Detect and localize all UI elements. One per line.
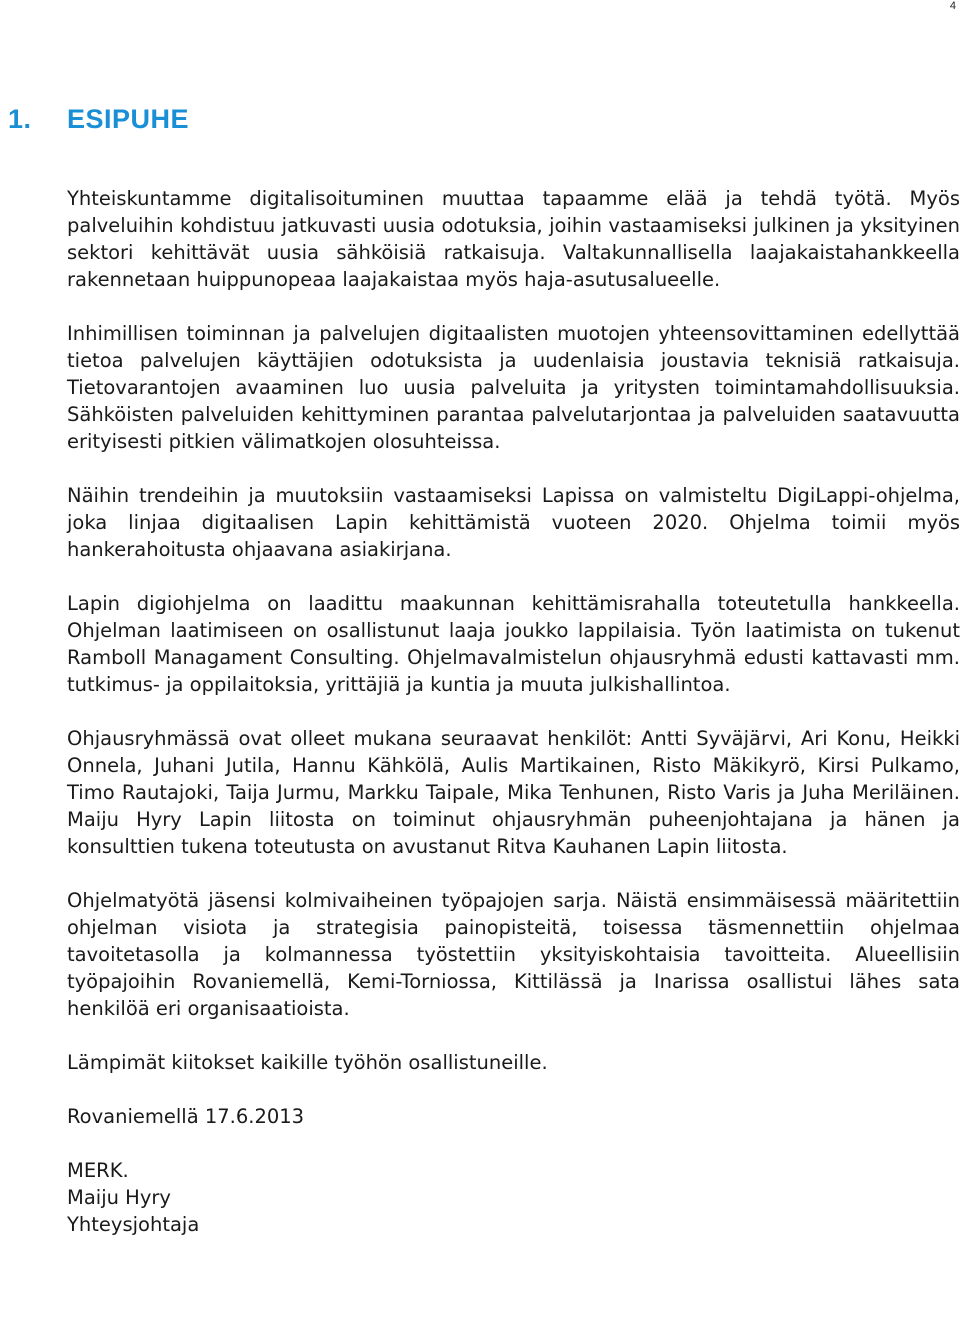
section-number: 1. [8, 104, 32, 134]
signature-abbreviation: MERK. [67, 1159, 129, 1182]
paragraph-digilappi: Näihin trendeihin ja muutoksiin vastaamiseksi Lapissa on valmisteltu DigiLappi-ohjelma, joka linjaa digitaalisen Lapin kehittämistä vuoteen 2020. Ohjelma toimii myös hankerahoitusta ohjaavana asiakirjana. [67, 484, 960, 561]
document-body [67, 185, 960, 1238]
section-title: ESIPUHE [67, 104, 190, 134]
section-heading [8, 104, 189, 135]
paragraph-funding: Lapin digiohjelma on laadittu maakunnan kehittämisrahalla toteutetulla hankkeella. Ohjelman laatimiseen on osallistunut laaja joukko lappilaisia. Työn laatimista on tukenut Ramboll Managament Consulting. Ohjelmavalmistelun ohjausryhmä edusti kattavasti mm. tutkimus- ja oppilaitoksia, yrittäjiä ja kuntia ja muuta julkishallintoa. [67, 592, 960, 696]
page-number: 4 [949, 0, 956, 12]
paragraph-services: Inhimillisen toiminnan ja palvelujen digitaalisten muotojen yhteensovittaminen edellyttää tietoa palvelujen käyttäjien odotuksista ja uudenlaisia joustavia teknisiä ratkaisuja. Tietovarantojen avaaminen luo uusia palveluita ja yritysten toimintamahdollisuuksia. Sähköisten palveluiden kehittyminen parantaa palvelutarjontaa ja palveluiden saatavuutta erityisesti pitkien välimatkojen olosuhteissa. [67, 322, 960, 453]
paragraph-digitalisation: Yhteiskuntamme digitalisoituminen muuttaa tapaamme elää ja tehdä työtä. Myös palveluihin kohdistuu jatkuvasti uusia odotuksia, joihin vastaamiseksi julkinen ja yksityinen sektori kehittävät uusia sähköisiä ratkaisuja. Valtakunnallisella laajakaistahankkeella rakennetaan huippunopeaa laajakaistaa myös haja-asutusalueelle. [67, 187, 960, 291]
paragraph-workshops: Ohjelmatyötä jäsensi kolmivaiheinen työpajojen sarja. Näistä ensimmäisessä määritettiin ohjelman visiota ja strategisia painopisteitä, toisessa täsmennettiin ohjelmaa tavoitetasolla ja kolmannessa työstettiin yksityiskohtaisia tavoitteita. Alueellisiin työpajoihin Rovaniemellä, Kemi-Torniossa, Kittilässä ja Inarissa osallistui lähes sata henkilöä eri organisaatioista. [67, 889, 960, 1020]
signature-role: Yhteysjohtaja [67, 1213, 200, 1236]
signature-name: Maiju Hyry [67, 1186, 171, 1209]
paragraph-thanks: Lämpimät kiitokset kaikille työhön osallistuneille. [67, 1051, 548, 1074]
signature-block [67, 1157, 960, 1238]
place-date: Rovaniemellä 17.6.2013 [67, 1105, 305, 1128]
paragraph-steering-group: Ohjausryhmässä ovat olleet mukana seuraavat henkilöt: Antti Syväjärvi, Ari Konu, Heikki Onnela, Juhani Jutila, Hannu Kähkölä, Aulis Martikainen, Risto Mäkikyrö, Kirsi Pulkamo, Timo Rautajoki, Taija Jurmu, Markku Taipale, Mika Tenhunen, Risto Varis ja Juha Meriläinen. Maiju Hyry Lapin liitosta on toiminut ohjausryhmän puheenjohtajana ja hänen ja konsulttien tukena toteutusta on avustanut Ritva Kauhanen Lapin liitosta. [67, 727, 960, 858]
